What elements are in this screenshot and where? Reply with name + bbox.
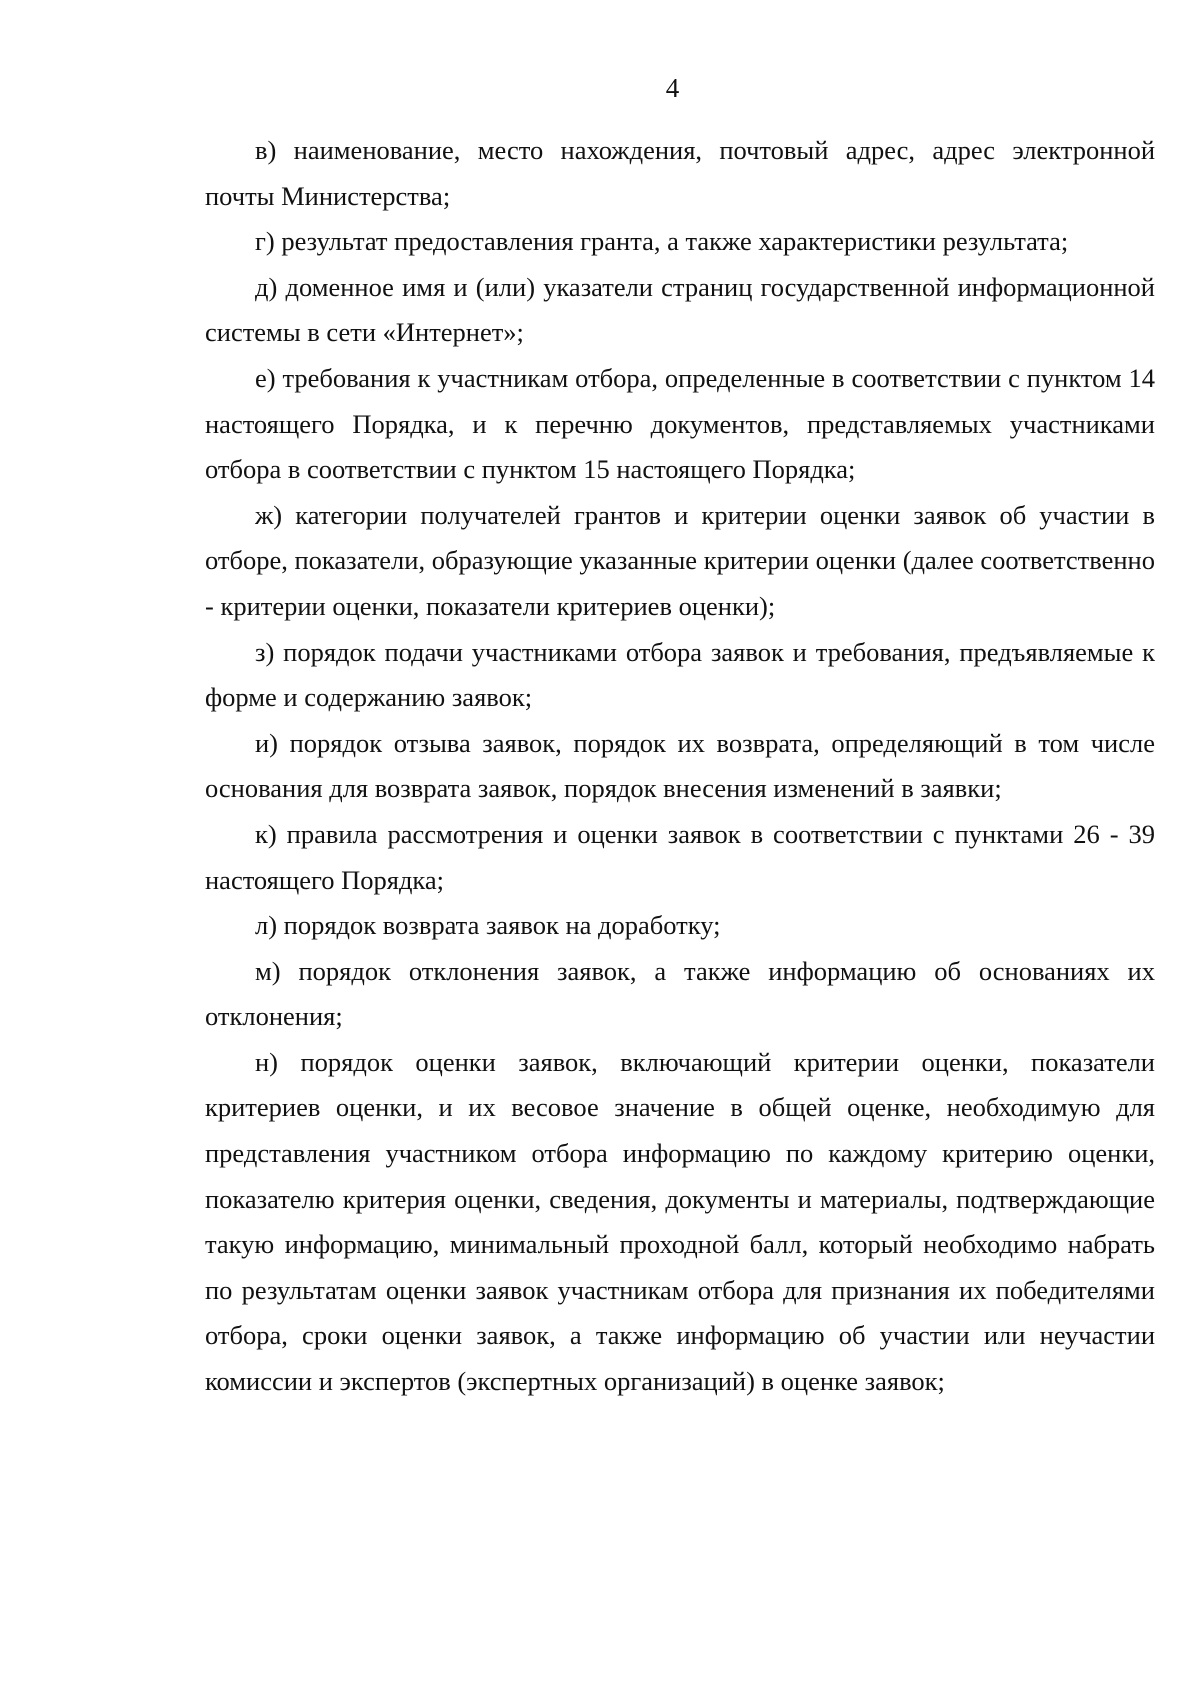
paragraph-d: д) доменное имя и (или) указатели страниц государственной информационной системы в сети «Интернет»; — [205, 271, 1155, 348]
paragraph-v: в) наименование, место нахождения, почтовый адрес, адрес электронной почты Министерства; — [205, 135, 1155, 211]
paragraph-m: м) порядок отклонения заявок, а также информацию об основаниях их отклонения; — [205, 955, 1155, 1032]
paragraph-z: з) порядок подачи участниками отбора заявок и требования, предъявляемые к форме и содержанию заявок; — [205, 636, 1155, 713]
paragraph-n: н) порядок оценки заявок, включающий критерии оценки, показатели критериев оценки, и их весовое значение в общей оценке, необходимую для представления участником отбора информацию по каждому критерию оценки, показателю критерия оценки, сведения, документы и материалы, подтверждающие такую информацию, минимальный проходной балл, который необходимо набрать по результатам оценки заявок участникам отбора для признания их победителями отбора, сроки оценки заявок, а также информацию об участии или неучастии комиссии и экспертов (экспертных организаций) в оценке заявок; — [205, 1046, 1155, 1397]
page-number: 4 — [665, 73, 680, 103]
paragraph-i: и) порядок отзыва заявок, порядок их возврата, определяющий в том числе основания для возврата заявок, порядок внесения изменений в заявки; — [205, 727, 1155, 804]
document-body — [205, 128, 1155, 1405]
paragraph-e: е) требования к участникам отбора, определенные в соответствии с пунктом 14 настоящего Порядка, и к перечню документов, представляемых участниками отбора в соответствии с пунктом 15 настоящего Порядка; — [205, 362, 1155, 485]
paragraph-l: л) порядок возврата заявок на доработку; — [255, 910, 721, 941]
paragraph-k: к) правила рассмотрения и оценки заявок в соответствии с пунктами 26 - 39 настоящего Порядка; — [205, 818, 1155, 895]
paragraph-g: г) результат предоставления гранта, а также характеристики результата; — [255, 226, 1069, 257]
paragraph-zh: ж) категории получателей грантов и критерии оценки заявок об участии в отборе, показатели, образующие указанные критерии оценки (далее соответственно - критерии оценки, показатели критериев оценки); — [205, 499, 1155, 621]
